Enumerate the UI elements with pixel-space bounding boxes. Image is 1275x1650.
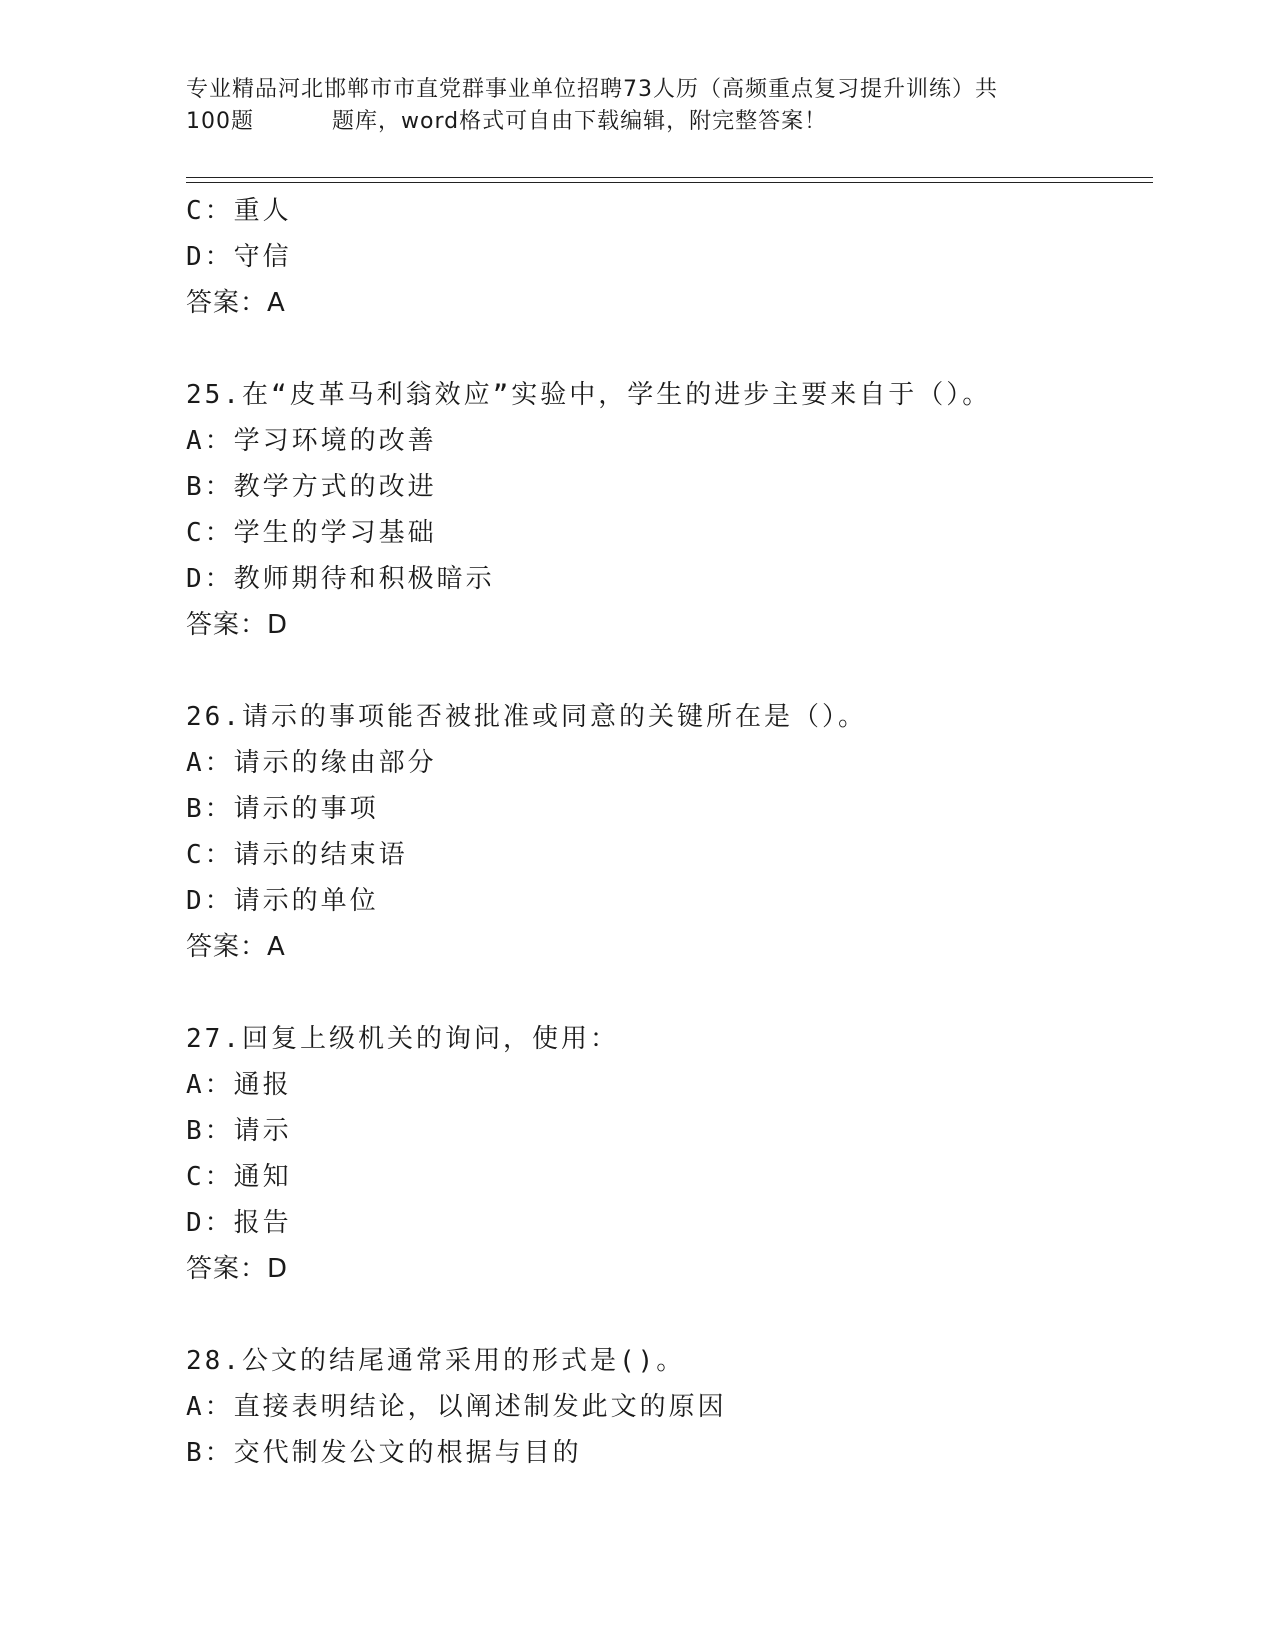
- option-item: B：交代制发公文的根据与目的: [186, 1438, 582, 1468]
- option-item: C：重人: [186, 196, 292, 226]
- option-item: A：学习环境的改善: [186, 426, 437, 456]
- question-stem: 25.在“皮革马利翁效应”实验中，学生的进步主要来自于（）。: [186, 380, 992, 410]
- answer-line: 答案：D: [186, 1254, 289, 1284]
- question-stem: 27.回复上级机关的询问，使用：: [186, 1024, 619, 1054]
- answer-line: 答案：D: [186, 610, 289, 640]
- header-title-line1: 专业精品河北邯郸市市直党群事业单位招聘73人历（高频重点复习提升训练）共: [186, 77, 998, 102]
- document-header: [186, 74, 1086, 138]
- question-27: [186, 1016, 1146, 1292]
- answer-line: 答案：A: [186, 288, 286, 318]
- option-item: A：请示的缘由部分: [186, 748, 437, 778]
- question-25: [186, 372, 1146, 648]
- question-stem: 26.请示的事项能否被批准或同意的关键所在是（）。: [186, 702, 867, 732]
- option-item: A：直接表明结论，以阐述制发此文的原因: [186, 1392, 727, 1422]
- option-item: D：教师期待和积极暗示: [186, 564, 495, 594]
- question-28: [186, 1338, 1146, 1476]
- answer-line: 答案：A: [186, 932, 286, 962]
- option-item: B：请示: [186, 1116, 292, 1146]
- option-item: C：通知: [186, 1162, 292, 1192]
- header-divider-top: [186, 177, 1153, 178]
- option-item: D：守信: [186, 242, 292, 272]
- header-title-line2: [186, 106, 1086, 138]
- question-stem: 28.公文的结尾通常采用的形式是()。: [186, 1346, 686, 1376]
- option-item: C：学生的学习基础: [186, 518, 437, 548]
- option-item: D：报告: [186, 1208, 292, 1238]
- option-item: C：请示的结束语: [186, 840, 408, 870]
- header-description: 题库，word格式可自由下载编辑，附完整答案！: [332, 109, 828, 134]
- partial-question: [186, 188, 1146, 326]
- header-divider-bottom: [186, 182, 1153, 183]
- option-item: D：请示的单位: [186, 886, 379, 916]
- option-item: B：教学方式的改进: [186, 472, 437, 502]
- header-count: 100题: [186, 109, 254, 134]
- option-item: A：通报: [186, 1070, 292, 1100]
- option-item: B：请示的事项: [186, 794, 379, 824]
- question-26: [186, 694, 1146, 970]
- question-list: [186, 188, 1146, 1476]
